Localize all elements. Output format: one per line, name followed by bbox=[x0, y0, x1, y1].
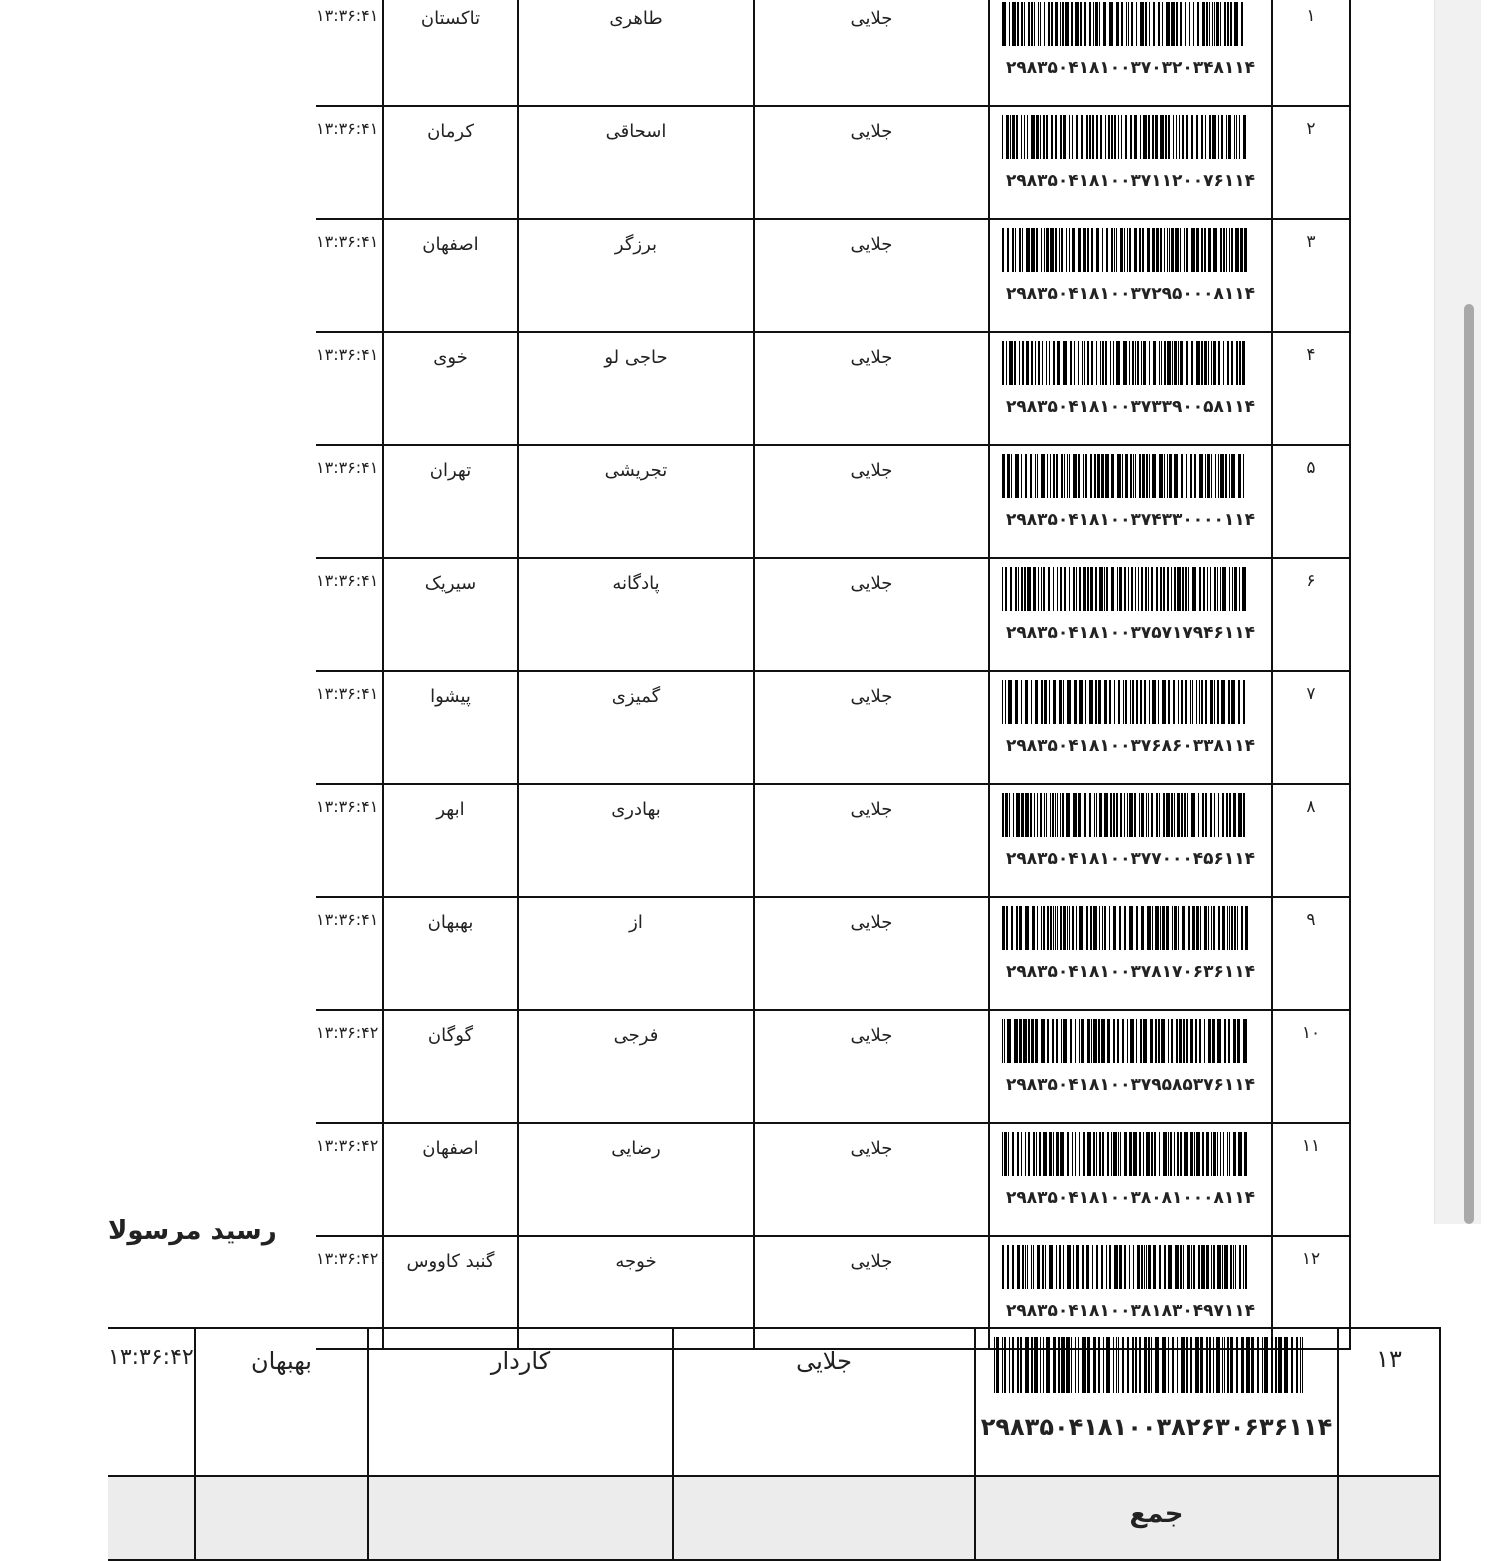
city-cell: تاکستان bbox=[383, 0, 518, 106]
color-cell: جلایی bbox=[754, 332, 989, 445]
barcode-image bbox=[1002, 680, 1248, 724]
table-row bbox=[316, 106, 1350, 219]
barcode-number: ۲۹۸۳۵۰۴۱۸۱۰۰۳۷۶۸۶۰۳۳۸۱۱۴ bbox=[1005, 736, 1256, 756]
barcode-number: ۲۹۸۳۵۰۴۱۸۱۰۰۳۷۱۱۲۰۰۷۶۱۱۴ bbox=[1005, 171, 1256, 191]
shipments-table bbox=[316, 0, 1351, 1350]
total-empty-cell bbox=[673, 1476, 975, 1560]
color-cell: جلایی bbox=[754, 784, 989, 897]
barcode-image bbox=[1002, 567, 1248, 611]
table-row bbox=[316, 671, 1350, 784]
city-cell: تهران bbox=[383, 445, 518, 558]
receipt-table bbox=[108, 1327, 1441, 1561]
barcode-cell bbox=[989, 0, 1272, 106]
row-index: ۶ bbox=[1272, 558, 1350, 671]
total-empty-cell bbox=[195, 1476, 368, 1560]
time-cell: ۱۳:۳۶:۴۲ bbox=[316, 1236, 383, 1349]
color-cell: جلایی bbox=[754, 0, 989, 106]
time-cell: ۱۳:۳۶:۴۲ bbox=[108, 1328, 195, 1476]
time-cell: ۱۳:۳۶:۴۱ bbox=[316, 445, 383, 558]
table-row bbox=[316, 0, 1350, 106]
barcode-image bbox=[1002, 2, 1248, 46]
name-cell: حاجی لو bbox=[518, 332, 754, 445]
barcode-cell bbox=[989, 897, 1272, 1010]
color-cell: جلایی bbox=[754, 1123, 989, 1236]
city-cell: گوگان bbox=[383, 1010, 518, 1123]
city-cell: بهبهان bbox=[195, 1328, 368, 1476]
barcode-image bbox=[1002, 793, 1248, 837]
name-cell: بهادری bbox=[518, 784, 754, 897]
time-cell: ۱۳:۳۶:۴۲ bbox=[316, 1010, 383, 1123]
city-cell: کرمان bbox=[383, 106, 518, 219]
row-index: ۸ bbox=[1272, 784, 1350, 897]
barcode-cell bbox=[989, 784, 1272, 897]
total-empty-cell bbox=[368, 1476, 673, 1560]
row-index: ۲ bbox=[1272, 106, 1350, 219]
table-row bbox=[316, 897, 1350, 1010]
row-index: ۳ bbox=[1272, 219, 1350, 332]
row-index: ۵ bbox=[1272, 445, 1350, 558]
barcode-number: ۲۹۸۳۵۰۴۱۸۱۰۰۳۸۱۸۳۰۴۹۷۱۱۴ bbox=[1005, 1301, 1256, 1321]
time-cell: ۱۳:۳۶:۴۲ bbox=[316, 1123, 383, 1236]
barcode-cell bbox=[989, 219, 1272, 332]
table-row bbox=[316, 445, 1350, 558]
time-cell: ۱۳:۳۶:۴۱ bbox=[316, 558, 383, 671]
total-empty-cell bbox=[1338, 1476, 1440, 1560]
barcode-cell bbox=[975, 1328, 1338, 1476]
name-cell: اسحاقی bbox=[518, 106, 754, 219]
name-cell: از bbox=[518, 897, 754, 1010]
color-cell: جلایی bbox=[754, 445, 989, 558]
color-cell: جلایی bbox=[754, 1010, 989, 1123]
name-cell: کاردار bbox=[368, 1328, 673, 1476]
scrollbar-thumb[interactable] bbox=[1464, 304, 1474, 1224]
barcode-cell bbox=[989, 558, 1272, 671]
row-index: ۱۳ bbox=[1338, 1328, 1440, 1476]
color-cell: جلایی bbox=[754, 558, 989, 671]
table-row bbox=[108, 1328, 1440, 1476]
color-cell: جلایی bbox=[673, 1328, 975, 1476]
table-row bbox=[316, 558, 1350, 671]
barcode-image bbox=[1002, 341, 1248, 385]
barcode-image bbox=[1002, 906, 1248, 950]
row-index: ۱۲ bbox=[1272, 1236, 1350, 1349]
time-cell: ۱۳:۳۶:۴۱ bbox=[316, 332, 383, 445]
barcode-number: ۲۹۸۳۵۰۴۱۸۱۰۰۳۷۵۷۱۷۹۴۶۱۱۴ bbox=[1005, 623, 1256, 643]
city-cell: بهبهان bbox=[383, 897, 518, 1010]
city-cell: ابهر bbox=[383, 784, 518, 897]
barcode-number: ۲۹۸۳۵۰۴۱۸۱۰۰۳۸۲۶۳۰۶۳۶۱۱۴ bbox=[980, 1413, 1333, 1441]
barcode-image bbox=[994, 1337, 1306, 1393]
city-cell: گنبد کاووس bbox=[383, 1236, 518, 1349]
total-label: جمع bbox=[975, 1476, 1338, 1560]
color-cell: جلایی bbox=[754, 219, 989, 332]
barcode-image bbox=[1002, 1019, 1248, 1063]
barcode-number: ۲۹۸۳۵۰۴۱۸۱۰۰۳۷۳۳۹۰۰۵۸۱۱۴ bbox=[1005, 397, 1256, 417]
name-cell: تجریشی bbox=[518, 445, 754, 558]
total-empty-cell bbox=[108, 1476, 195, 1560]
barcode-cell bbox=[989, 332, 1272, 445]
barcode-number: ۲۹۸۳۵۰۴۱۸۱۰۰۳۸۰۸۱۰۰۰۸۱۱۴ bbox=[1005, 1188, 1256, 1208]
time-cell: ۱۳:۳۶:۴۱ bbox=[316, 897, 383, 1010]
table-row bbox=[316, 784, 1350, 897]
barcode-image bbox=[1002, 228, 1248, 272]
name-cell: خوجه bbox=[518, 1236, 754, 1349]
color-cell: جلایی bbox=[754, 106, 989, 219]
barcode-cell bbox=[989, 445, 1272, 558]
city-cell: خوی bbox=[383, 332, 518, 445]
barcode-cell bbox=[989, 1123, 1272, 1236]
row-index: ۱۰ bbox=[1272, 1010, 1350, 1123]
time-cell: ۱۳:۳۶:۴۱ bbox=[316, 671, 383, 784]
city-cell: سیریک bbox=[383, 558, 518, 671]
barcode-cell bbox=[989, 1010, 1272, 1123]
barcode-cell bbox=[989, 106, 1272, 219]
barcode-number: ۲۹۸۳۵۰۴۱۸۱۰۰۳۷۸۱۷۰۶۳۶۱۱۴ bbox=[1005, 962, 1256, 982]
city-cell: اصفهان bbox=[383, 219, 518, 332]
time-cell: ۱۳:۳۶:۴۱ bbox=[316, 219, 383, 332]
row-index: ۱۱ bbox=[1272, 1123, 1350, 1236]
city-cell: پیشوا bbox=[383, 671, 518, 784]
barcode-image bbox=[1002, 1245, 1248, 1289]
city-cell: اصفهان bbox=[383, 1123, 518, 1236]
name-cell: گمیزی bbox=[518, 671, 754, 784]
barcode-image bbox=[1002, 1132, 1248, 1176]
row-index: ۴ bbox=[1272, 332, 1350, 445]
color-cell: جلایی bbox=[754, 897, 989, 1010]
barcode-image bbox=[1002, 454, 1248, 498]
color-cell: جلایی bbox=[754, 1236, 989, 1349]
barcode-image bbox=[1002, 115, 1248, 159]
table-row bbox=[316, 1010, 1350, 1123]
barcode-number: ۲۹۸۳۵۰۴۱۸۱۰۰۳۷۰۳۲۰۳۴۸۱۱۴ bbox=[1005, 58, 1256, 78]
section-title: رسید مرسولا bbox=[108, 1216, 277, 1246]
barcode-number: ۲۹۸۳۵۰۴۱۸۱۰۰۳۷۲۹۵۰۰۰۸۱۱۴ bbox=[1005, 284, 1256, 304]
row-index: ۱ bbox=[1272, 0, 1350, 106]
table-row bbox=[316, 332, 1350, 445]
row-index: ۹ bbox=[1272, 897, 1350, 1010]
barcode-number: ۲۹۸۳۵۰۴۱۸۱۰۰۳۷۴۳۳۰۰۰۰۱۱۴ bbox=[1005, 510, 1256, 530]
name-cell: برزگر bbox=[518, 219, 754, 332]
row-index: ۷ bbox=[1272, 671, 1350, 784]
time-cell: ۱۳:۳۶:۴۱ bbox=[316, 0, 383, 106]
table-row bbox=[316, 1123, 1350, 1236]
barcode-number: ۲۹۸۳۵۰۴۱۸۱۰۰۳۷۷۰۰۰۴۵۶۱۱۴ bbox=[1005, 849, 1256, 869]
name-cell: پادگانه bbox=[518, 558, 754, 671]
time-cell: ۱۳:۳۶:۴۱ bbox=[316, 106, 383, 219]
table-row bbox=[316, 219, 1350, 332]
name-cell: رضایی bbox=[518, 1123, 754, 1236]
name-cell: فرجی bbox=[518, 1010, 754, 1123]
barcode-cell bbox=[989, 671, 1272, 784]
name-cell: طاهری bbox=[518, 0, 754, 106]
color-cell: جلایی bbox=[754, 671, 989, 784]
total-row bbox=[108, 1476, 1440, 1560]
barcode-number: ۲۹۸۳۵۰۴۱۸۱۰۰۳۷۹۵۸۵۳۷۶۱۱۴ bbox=[1005, 1075, 1256, 1095]
time-cell: ۱۳:۳۶:۴۱ bbox=[316, 784, 383, 897]
